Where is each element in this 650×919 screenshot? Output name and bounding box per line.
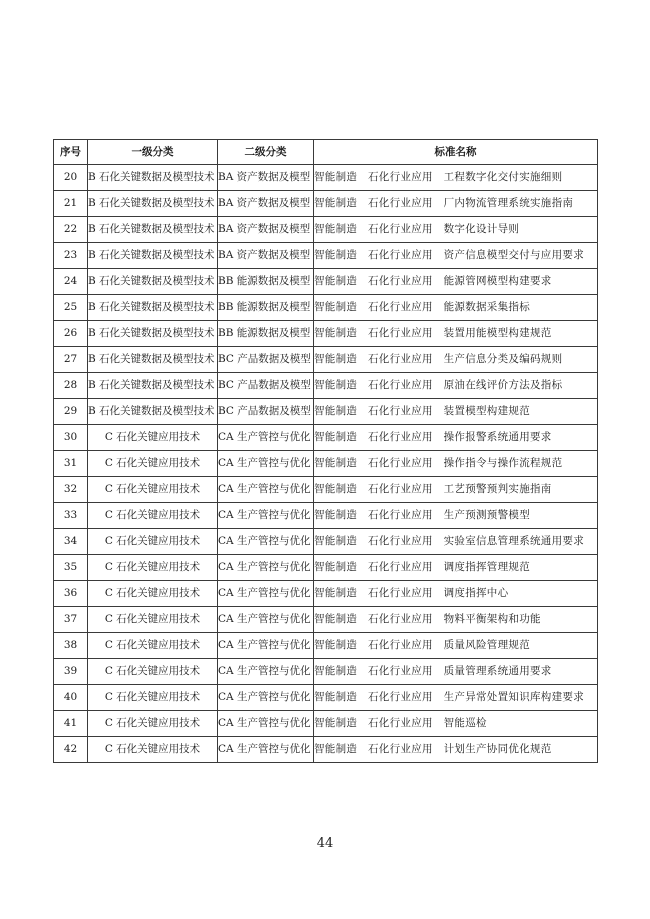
- cell-no: 32: [54, 477, 88, 503]
- table-row: [54, 165, 598, 191]
- cell-standard-name: 智能制造 石化行业应用 质量管理系统通用要求: [314, 659, 598, 685]
- cell-level1: B 石化关键数据及模型技术: [88, 191, 218, 217]
- table-row: [54, 321, 598, 347]
- cell-standard-name: 智能制造 石化行业应用 资产信息模型交付与应用要求: [314, 243, 598, 269]
- cell-no: 42: [54, 737, 88, 763]
- page-number: 44: [316, 836, 334, 851]
- table-row: [54, 503, 598, 529]
- cell-no: 41: [54, 711, 88, 737]
- cell-level2: CA 生产管控与优化: [218, 711, 314, 737]
- table-row: [54, 191, 598, 217]
- table-header-row: [54, 140, 598, 165]
- cell-standard-name: 智能制造 石化行业应用 厂内物流管理系统实施指南: [314, 191, 598, 217]
- cell-standard-name: 智能制造 石化行业应用 能源数据采集指标: [314, 295, 598, 321]
- cell-level1: B 石化关键数据及模型技术: [88, 243, 218, 269]
- table-row: [54, 555, 598, 581]
- standards-table: [53, 139, 598, 763]
- cell-standard-name: 智能制造 石化行业应用 能源管网模型构建要求: [314, 269, 598, 295]
- cell-no: 34: [54, 529, 88, 555]
- header-name: 标准名称: [314, 140, 598, 165]
- cell-no: 37: [54, 607, 88, 633]
- cell-standard-name: 智能制造 石化行业应用 工艺预警预判实施指南: [314, 477, 598, 503]
- cell-level1: B 石化关键数据及模型技术: [88, 165, 218, 191]
- cell-level1: C 石化关键应用技术: [88, 685, 218, 711]
- cell-standard-name: 智能制造 石化行业应用 智能巡检: [314, 711, 598, 737]
- table-row: [54, 607, 598, 633]
- cell-level1: B 石化关键数据及模型技术: [88, 347, 218, 373]
- cell-standard-name: 智能制造 石化行业应用 操作指令与操作流程规范: [314, 451, 598, 477]
- cell-level2: BC 产品数据及模型: [218, 347, 314, 373]
- cell-level2: CA 生产管控与优化: [218, 529, 314, 555]
- cell-level1: B 石化关键数据及模型技术: [88, 399, 218, 425]
- cell-level1: C 石化关键应用技术: [88, 425, 218, 451]
- cell-level1: C 石化关键应用技术: [88, 711, 218, 737]
- cell-no: 24: [54, 269, 88, 295]
- cell-standard-name: 智能制造 石化行业应用 调度指挥中心: [314, 581, 598, 607]
- cell-level1: B 石化关键数据及模型技术: [88, 269, 218, 295]
- cell-level2: CA 生产管控与优化: [218, 685, 314, 711]
- cell-no: 38: [54, 633, 88, 659]
- cell-level2: CA 生产管控与优化: [218, 737, 314, 763]
- table-row: [54, 269, 598, 295]
- table-row: [54, 373, 598, 399]
- cell-standard-name: 智能制造 石化行业应用 装置用能模型构建规范: [314, 321, 598, 347]
- table-row: [54, 217, 598, 243]
- cell-level2: BA 资产数据及模型: [218, 165, 314, 191]
- cell-level2: CA 生产管控与优化: [218, 503, 314, 529]
- cell-level2: CA 生产管控与优化: [218, 477, 314, 503]
- table-row: [54, 711, 598, 737]
- cell-no: 36: [54, 581, 88, 607]
- cell-no: 28: [54, 373, 88, 399]
- cell-level1: C 石化关键应用技术: [88, 503, 218, 529]
- cell-standard-name: 智能制造 石化行业应用 生产异常处置知识库构建要求: [314, 685, 598, 711]
- cell-level1: B 石化关键数据及模型技术: [88, 321, 218, 347]
- cell-level2: BB 能源数据及模型: [218, 321, 314, 347]
- table-row: [54, 529, 598, 555]
- cell-no: 39: [54, 659, 88, 685]
- cell-no: 27: [54, 347, 88, 373]
- cell-standard-name: 智能制造 石化行业应用 计划生产协同优化规范: [314, 737, 598, 763]
- cell-no: 25: [54, 295, 88, 321]
- cell-no: 35: [54, 555, 88, 581]
- cell-level2: BC 产品数据及模型: [218, 373, 314, 399]
- cell-level2: BA 资产数据及模型: [218, 191, 314, 217]
- table-row: [54, 243, 598, 269]
- cell-no: 30: [54, 425, 88, 451]
- cell-no: 23: [54, 243, 88, 269]
- cell-standard-name: 智能制造 石化行业应用 物料平衡架构和功能: [314, 607, 598, 633]
- table-row: [54, 295, 598, 321]
- cell-level1: B 石化关键数据及模型技术: [88, 217, 218, 243]
- table-row: [54, 399, 598, 425]
- table-row: [54, 425, 598, 451]
- cell-level1: B 石化关键数据及模型技术: [88, 373, 218, 399]
- cell-level2: CA 生产管控与优化: [218, 607, 314, 633]
- cell-level1: C 石化关键应用技术: [88, 659, 218, 685]
- cell-level2: BB 能源数据及模型: [218, 269, 314, 295]
- header-no: 序号: [54, 140, 88, 165]
- cell-level2: BB 能源数据及模型: [218, 295, 314, 321]
- cell-no: 31: [54, 451, 88, 477]
- cell-level1: C 石化关键应用技术: [88, 451, 218, 477]
- cell-no: 20: [54, 165, 88, 191]
- table-body: [54, 165, 598, 763]
- cell-level1: C 石化关键应用技术: [88, 581, 218, 607]
- cell-standard-name: 智能制造 石化行业应用 装置模型构建规范: [314, 399, 598, 425]
- cell-no: 40: [54, 685, 88, 711]
- cell-level2: CA 生产管控与优化: [218, 659, 314, 685]
- cell-level2: BA 资产数据及模型: [218, 217, 314, 243]
- cell-level2: BA 资产数据及模型: [218, 243, 314, 269]
- header-level1: 一级分类: [88, 140, 218, 165]
- cell-level2: CA 生产管控与优化: [218, 425, 314, 451]
- cell-level1: C 石化关键应用技术: [88, 633, 218, 659]
- cell-level1: C 石化关键应用技术: [88, 607, 218, 633]
- cell-standard-name: 智能制造 石化行业应用 调度指挥管理规范: [314, 555, 598, 581]
- cell-standard-name: 智能制造 石化行业应用 生产预测预警模型: [314, 503, 598, 529]
- table-row: [54, 451, 598, 477]
- table-row: [54, 685, 598, 711]
- cell-standard-name: 智能制造 石化行业应用 生产信息分类及编码规则: [314, 347, 598, 373]
- cell-standard-name: 智能制造 石化行业应用 质量风险管理规范: [314, 633, 598, 659]
- cell-no: 29: [54, 399, 88, 425]
- cell-no: 22: [54, 217, 88, 243]
- cell-level2: CA 生产管控与优化: [218, 451, 314, 477]
- cell-level1: C 石化关键应用技术: [88, 555, 218, 581]
- table-row: [54, 633, 598, 659]
- cell-level2: BC 产品数据及模型: [218, 399, 314, 425]
- cell-no: 21: [54, 191, 88, 217]
- cell-level2: CA 生产管控与优化: [218, 633, 314, 659]
- cell-level1: C 石化关键应用技术: [88, 477, 218, 503]
- table-row: [54, 737, 598, 763]
- cell-no: 26: [54, 321, 88, 347]
- cell-level1: C 石化关键应用技术: [88, 529, 218, 555]
- cell-standard-name: 智能制造 石化行业应用 操作报警系统通用要求: [314, 425, 598, 451]
- cell-level2: CA 生产管控与优化: [218, 555, 314, 581]
- cell-no: 33: [54, 503, 88, 529]
- cell-standard-name: 智能制造 石化行业应用 原油在线评价方法及指标: [314, 373, 598, 399]
- cell-level2: CA 生产管控与优化: [218, 581, 314, 607]
- table-row: [54, 581, 598, 607]
- cell-level1: C 石化关键应用技术: [88, 737, 218, 763]
- cell-standard-name: 智能制造 石化行业应用 工程数字化交付实施细则: [314, 165, 598, 191]
- cell-standard-name: 智能制造 石化行业应用 实验室信息管理系统通用要求: [314, 529, 598, 555]
- cell-level1: B 石化关键数据及模型技术: [88, 295, 218, 321]
- header-level2: 二级分类: [218, 140, 314, 165]
- table-row: [54, 659, 598, 685]
- cell-standard-name: 智能制造 石化行业应用 数字化设计导则: [314, 217, 598, 243]
- table-row: [54, 477, 598, 503]
- table-row: [54, 347, 598, 373]
